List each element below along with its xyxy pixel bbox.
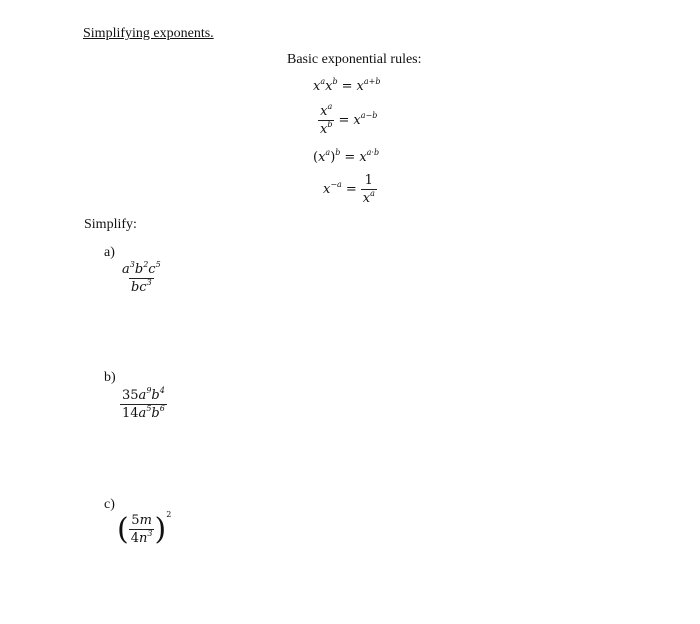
page-title: Simplifying exponents. — [83, 26, 214, 41]
rule-negative: $x^{-a}$ = $\frac{1}{x^a}$ — [323, 173, 375, 206]
problem-a-label: a) — [104, 245, 115, 260]
problem-c-label: c) — [104, 497, 115, 512]
rules-heading: Basic exponential rules: — [287, 52, 422, 67]
rule-quotient: $\frac{x^a}{x^b}$ = $x^{a-b}$ — [320, 102, 378, 137]
problem-a-expression: $\frac{a^3b^2c^5}{bc^3}$ — [122, 260, 161, 295]
rule-product: $x^ax^b = x^{a+b}$ — [313, 77, 381, 94]
problem-b-label: b) — [104, 370, 116, 385]
problem-c-expression: ( $\frac{5m}{4n^3}$ )$^2$ — [117, 510, 172, 547]
simplify-label: Simplify: — [84, 217, 137, 232]
problem-b-expression: $\frac{35a^9b^4}{14a^5b^6}$ — [122, 386, 165, 421]
rule-power: $(x^a)^b = x^{a\cdot b}$ — [313, 148, 380, 165]
